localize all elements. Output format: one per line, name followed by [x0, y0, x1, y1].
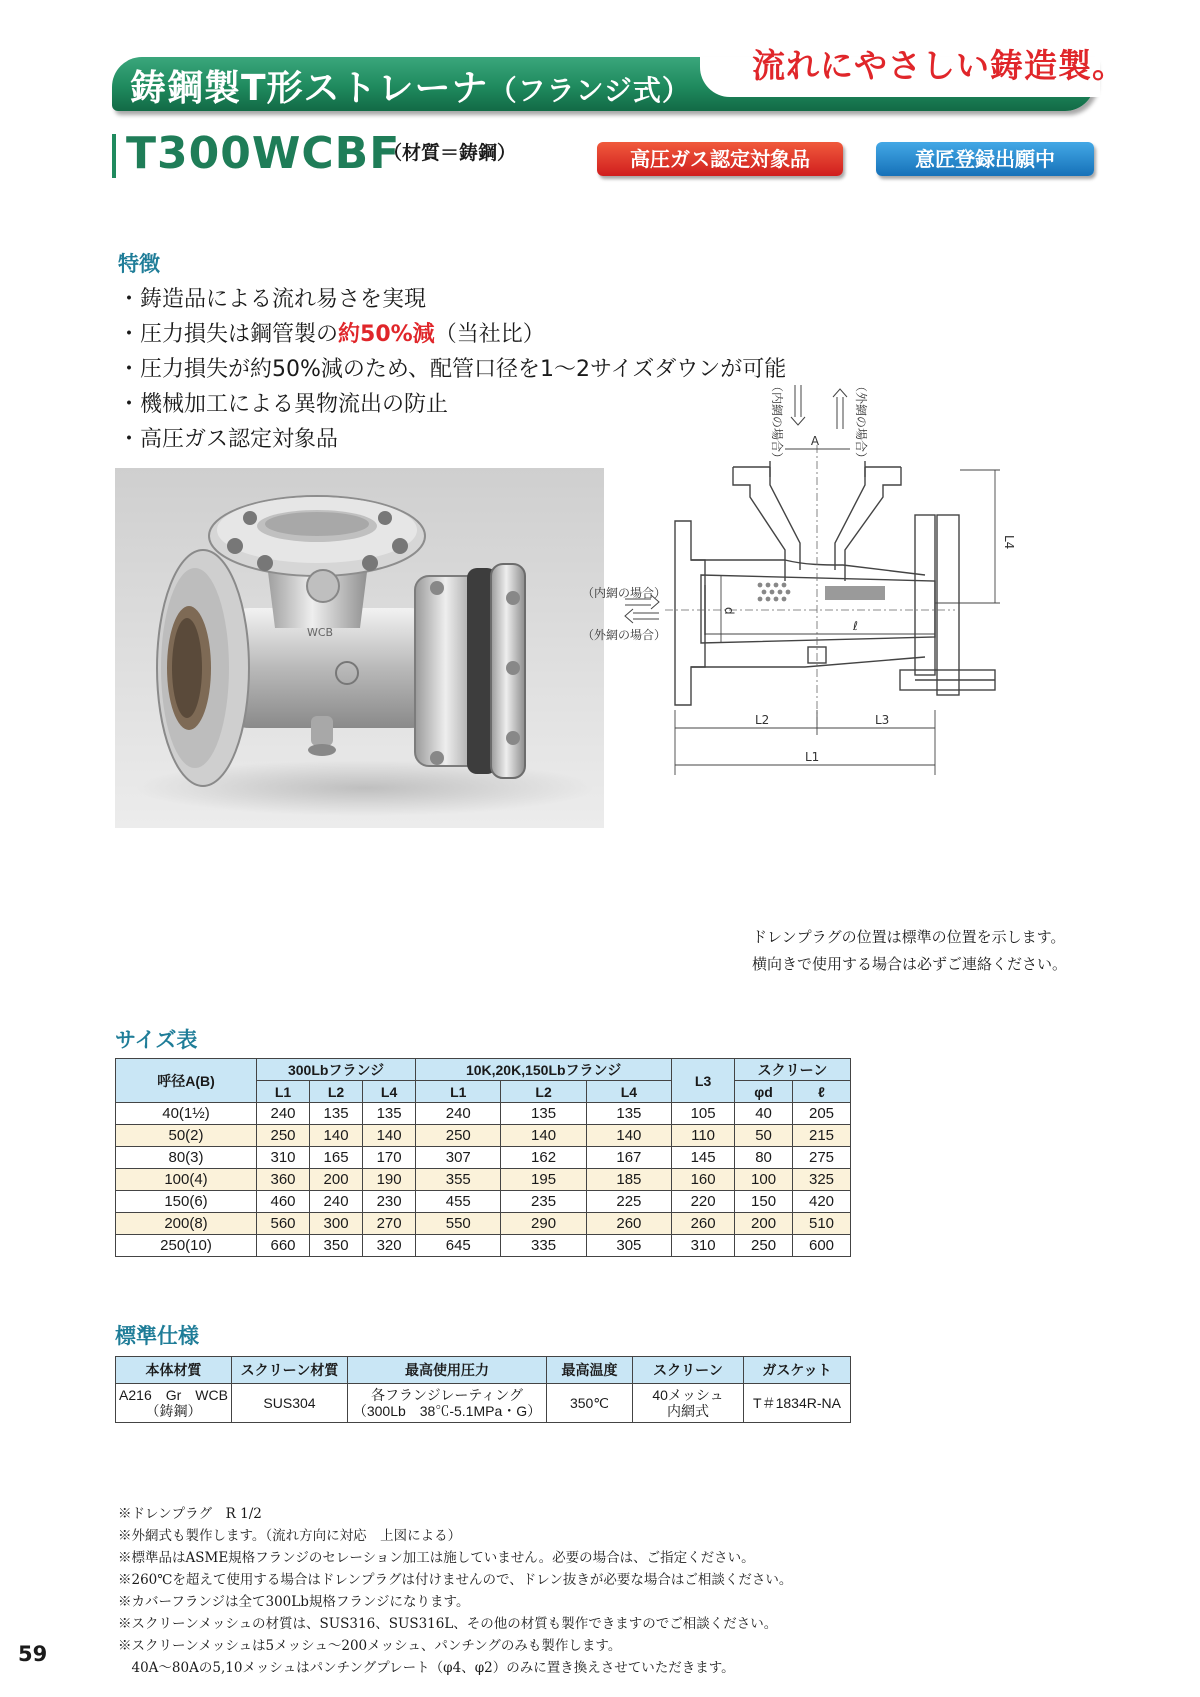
dim-L1-label: L1	[805, 750, 820, 764]
label-outer-net: （外網の場合）	[582, 628, 667, 642]
drain-note-line-2: 横向きで使用する場合は必ずご連絡ください。	[752, 955, 1068, 973]
label-inner-net: （内網の場合）	[582, 586, 667, 600]
col-nominal: 呼径A(B)	[116, 1059, 257, 1103]
table-cell: 160	[672, 1169, 735, 1191]
table-cell: 510	[793, 1213, 851, 1235]
table-cell: 310	[257, 1147, 310, 1169]
spec-header-max-temp: 最高温度	[547, 1357, 633, 1384]
table-cell: 145	[672, 1147, 735, 1169]
spec-max-pressure-line2: （300Lb 38℃-5.1MPa・G）	[352, 1403, 542, 1419]
table-cell: 260	[672, 1213, 735, 1235]
table-cell: 165	[310, 1147, 363, 1169]
feature-item-2	[118, 317, 545, 348]
drain-note-line-1: ドレンプラグの位置は標準の位置を示します。	[752, 928, 1066, 946]
table-cell: 195	[501, 1169, 586, 1191]
mesh-hatch	[825, 586, 885, 600]
table-cell: 260	[586, 1213, 671, 1235]
footnote-8: 40A～80Aの5,10メッシュはパンチングプレート（φ4、φ2）のみに置き換えさせていただきます。	[118, 1660, 735, 1676]
table-cell: 140	[310, 1125, 363, 1147]
cell-nominal: 100(4)	[116, 1169, 257, 1191]
dimension-diagram	[582, 380, 1105, 855]
col-L1-10k: L1	[416, 1081, 501, 1103]
spec-header-screen-material: スクリーン材質	[232, 1357, 348, 1384]
table-cell: 230	[363, 1191, 416, 1213]
table-cell: 270	[363, 1213, 416, 1235]
table-cell: 135	[363, 1103, 416, 1125]
spec-header-screen: スクリーン	[633, 1357, 744, 1384]
spec-screen	[633, 1384, 744, 1423]
product-photo	[115, 468, 604, 828]
table-cell: 185	[586, 1169, 671, 1191]
dim-d-label: d	[722, 607, 736, 615]
dim-L4-label: L4	[1002, 535, 1016, 550]
table-row	[116, 1125, 851, 1147]
col-L4-10k: L4	[586, 1081, 671, 1103]
table-cell: 105	[672, 1103, 735, 1125]
col-L2-10k: L2	[501, 1081, 586, 1103]
table-cell: 460	[257, 1191, 310, 1213]
feature-item-2-pre: ・圧力損失は鋼管製の	[118, 322, 339, 347]
spec-max-pressure-line1: 各フランジレーティング	[371, 1387, 523, 1403]
table-cell: 250	[735, 1235, 793, 1257]
dim-A-label: A	[810, 434, 820, 448]
table-cell: 355	[416, 1169, 501, 1191]
table-cell: 240	[310, 1191, 363, 1213]
table-cell: 225	[586, 1191, 671, 1213]
size-table	[115, 1058, 851, 1257]
col-group-screen: スクリーン	[735, 1059, 851, 1081]
table-cell: 100	[735, 1169, 793, 1191]
footnote-4: ※260℃を超えて使用する場合はドレンプラグは付けませんので、ドレン抜きが必要な場合はご相談ください。	[118, 1572, 793, 1588]
table-cell: 275	[793, 1147, 851, 1169]
table-cell: 305	[586, 1235, 671, 1257]
title-main: 鋳鋼製T形ストレーナ	[130, 68, 489, 109]
strainer-cross-section	[582, 380, 1105, 855]
cell-nominal: 80(3)	[116, 1147, 257, 1169]
page-number: 59	[18, 1642, 48, 1666]
table-cell: 240	[257, 1103, 310, 1125]
feature-item-5: ・高圧ガス認定対象品	[118, 427, 339, 452]
table-cell: 600	[793, 1235, 851, 1257]
table-cell: 325	[793, 1169, 851, 1191]
table-cell: 220	[672, 1191, 735, 1213]
table-cell: 200	[735, 1213, 793, 1235]
title-suffix: （フランジ式）	[488, 74, 691, 107]
spec-table	[115, 1356, 851, 1423]
table-cell: 307	[416, 1147, 501, 1169]
table-cell: 135	[310, 1103, 363, 1125]
table-cell: 80	[735, 1147, 793, 1169]
table-row	[116, 1213, 851, 1235]
footnote-5: ※カバーフランジは全て300Lb規格フランジになります。	[118, 1594, 470, 1610]
col-L2-300: L2	[310, 1081, 363, 1103]
spec-max-pressure	[348, 1384, 547, 1423]
cell-nominal: 250(10)	[116, 1235, 257, 1257]
vertical-label-inner: （内網の場合）	[770, 380, 784, 465]
spec-header-max-pressure: 最高使用圧力	[348, 1357, 547, 1384]
model-bar	[112, 134, 116, 178]
table-cell: 455	[416, 1191, 501, 1213]
spec-header-body-material: 本体材質	[116, 1357, 232, 1384]
spec-table-heading: 標準仕様	[115, 1324, 199, 1348]
table-cell: 190	[363, 1169, 416, 1191]
table-cell: 140	[586, 1125, 671, 1147]
table-cell: 135	[586, 1103, 671, 1125]
footnote-7: ※スクリーンメッシュは5メッシュ～200メッシュ、パンチングのみも製作します。	[118, 1638, 622, 1654]
table-cell: 350	[310, 1235, 363, 1257]
cell-nominal: 200(8)	[116, 1213, 257, 1235]
table-cell: 170	[363, 1147, 416, 1169]
spec-screen-line1: 40メッシュ	[652, 1387, 724, 1403]
table-cell: 335	[501, 1235, 586, 1257]
page-title	[130, 60, 691, 111]
table-cell: 550	[416, 1213, 501, 1235]
badge-high-pressure-gas: 高圧ガス認定対象品	[597, 142, 843, 176]
spec-gasket: T＃1834R-NA	[744, 1384, 851, 1423]
feature-item-1: ・鋳造品による流れ易さを実現	[118, 287, 427, 312]
col-screen-l: ℓ	[793, 1081, 851, 1103]
svg-text:WCB: WCB	[307, 626, 334, 639]
model-name: T300WCBF	[126, 128, 401, 179]
col-group-300lb: 300Lbフランジ	[257, 1059, 416, 1081]
table-cell: 420	[793, 1191, 851, 1213]
table-cell: 200	[310, 1169, 363, 1191]
material-label: （材質＝鋳鋼）	[383, 142, 517, 164]
footnote-6: ※スクリーンメッシュの材質は、SUS316、SUS316L、その他の材質も製作できますのでご相談ください。	[118, 1616, 778, 1632]
table-cell: 110	[672, 1125, 735, 1147]
feature-item-3: ・圧力損失が約50%減のため、配管口径を1～2サイズダウンが可能	[118, 357, 787, 382]
features-heading: 特徴	[118, 252, 160, 276]
table-cell: 205	[793, 1103, 851, 1125]
spec-body-material-line1: A216 Gr WCB	[119, 1387, 228, 1403]
spec-header-gasket: ガスケット	[744, 1357, 851, 1384]
strainer-illustration	[115, 468, 604, 828]
table-cell: 360	[257, 1169, 310, 1191]
footnote-2: ※外網式も製作します。（流れ方向に対応 上図による）	[118, 1528, 462, 1544]
table-row	[116, 1103, 851, 1125]
table-cell: 140	[501, 1125, 586, 1147]
table-cell: 40	[735, 1103, 793, 1125]
dim-L3-label: L3	[875, 713, 890, 727]
table-row	[116, 1235, 851, 1257]
table-cell: 135	[501, 1103, 586, 1125]
col-screen-d: φd	[735, 1081, 793, 1103]
table-row	[116, 1191, 851, 1213]
table-cell: 290	[501, 1213, 586, 1235]
table-row	[116, 1147, 851, 1169]
table-cell: 240	[416, 1103, 501, 1125]
feature-item-2-highlight: 約50%減	[338, 322, 435, 347]
feature-item-4: ・機械加工による異物流出の防止	[118, 392, 449, 417]
cell-nominal: 50(2)	[116, 1125, 257, 1147]
dim-L2-label: L2	[755, 713, 770, 727]
footnote-1: ※ドレンプラグ R 1/2	[118, 1506, 262, 1522]
feature-item-2-post: （当社比）	[434, 322, 545, 347]
table-cell: 162	[501, 1147, 586, 1169]
badge-design-registration: 意匠登録出願中	[876, 142, 1094, 176]
col-L4-300: L4	[363, 1081, 416, 1103]
table-cell: 235	[501, 1191, 586, 1213]
table-cell: 300	[310, 1213, 363, 1235]
footnote-3: ※標準品はASME規格フランジのセレーション加工は施していません。必要の場合は、ご指定ください。	[118, 1550, 755, 1566]
spec-max-temp: 350℃	[547, 1384, 633, 1423]
table-cell: 140	[363, 1125, 416, 1147]
table-cell: 660	[257, 1235, 310, 1257]
col-L1-300: L1	[257, 1081, 310, 1103]
table-cell: 167	[586, 1147, 671, 1169]
table-cell: 560	[257, 1213, 310, 1235]
table-cell: 250	[416, 1125, 501, 1147]
spec-body-material	[116, 1384, 232, 1423]
slogan: 流れにやさしい鋳造製。	[752, 46, 1126, 85]
cell-nominal: 150(6)	[116, 1191, 257, 1213]
table-cell: 215	[793, 1125, 851, 1147]
table-cell: 150	[735, 1191, 793, 1213]
table-cell: 50	[735, 1125, 793, 1147]
col-group-10k: 10K,20K,150Lbフランジ	[416, 1059, 672, 1081]
col-L3: L3	[672, 1059, 735, 1103]
table-row	[116, 1169, 851, 1191]
size-table-heading: サイズ表	[115, 1028, 198, 1052]
cell-nominal: 40(1½)	[116, 1103, 257, 1125]
table-cell: 250	[257, 1125, 310, 1147]
vertical-label-outer: （外網の場合）	[854, 380, 868, 465]
spec-body-material-line2: （鋳鋼）	[145, 1403, 202, 1419]
spec-screen-material: SUS304	[232, 1384, 348, 1423]
dim-l-label: ℓ	[853, 619, 858, 633]
spec-screen-line2: 内網式	[667, 1403, 709, 1419]
table-cell: 310	[672, 1235, 735, 1257]
table-cell: 645	[416, 1235, 501, 1257]
table-cell: 320	[363, 1235, 416, 1257]
